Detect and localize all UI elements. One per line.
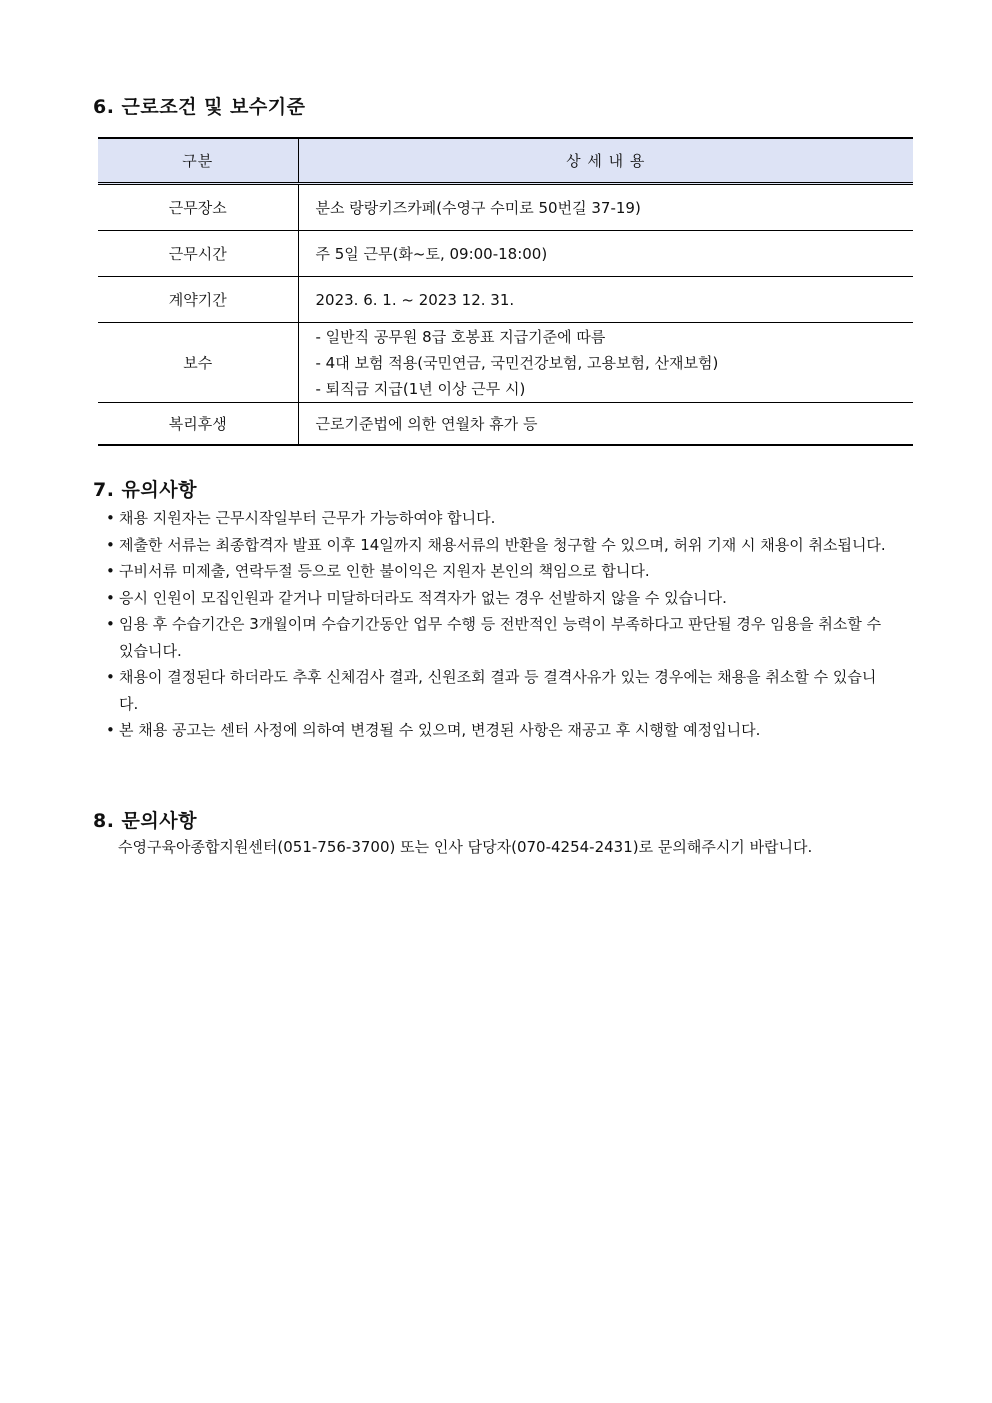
- note-text: 구비서류 미제출, 연락두절 등으로 인한 불이익은 지원자 본인의 책임으로 합니다.: [119, 562, 650, 580]
- table-row: [98, 403, 913, 446]
- note-text: 임용 후 수습기간은 3개월이며 수습기간동안 업무 수행 등 전반적인 능력이 부족하다고 판단될 경우 임용을 취소할 수 있습니다.: [119, 615, 882, 660]
- row-key-workplace: 근무장소: [98, 184, 298, 231]
- bullet-icon: •: [106, 721, 115, 739]
- row-value-hours: 주 5일 근무(화~토, 09:00-18:00): [298, 231, 913, 277]
- row-value-contract: 2023. 6. 1. ~ 2023 12. 31.: [298, 277, 913, 323]
- row-key-welfare: 복리후생: [98, 403, 298, 446]
- row-key-hours: 근무시간: [98, 231, 298, 277]
- section-8-title: 8. 문의사항: [93, 810, 197, 832]
- note-text: 채용이 결정된다 하더라도 추후 신체검사 결과, 신원조회 결과 등 결격사유가 있는 경우에는 채용을 취소할 수 있습니다.: [119, 668, 877, 713]
- section-6-title: 6. 근로조건 및 보수기준: [93, 96, 306, 118]
- row-value-salary: [298, 323, 913, 403]
- notes-list: [104, 505, 894, 744]
- list-item: [104, 558, 894, 585]
- header-category: 구분: [98, 138, 298, 184]
- list-item: [104, 611, 894, 664]
- list-item: [104, 664, 894, 717]
- section-7-title: 7. 유의사항: [93, 479, 197, 501]
- working-conditions-table: [98, 137, 913, 446]
- note-text: 본 채용 공고는 센터 사정에 의하여 변경될 수 있으며, 변경된 사항은 재공고 후 시행할 예정입니다.: [119, 721, 761, 739]
- table-row: [98, 277, 913, 323]
- row-value-workplace: 분소 랑랑키즈카페(수영구 수미로 50번길 37-19): [298, 184, 913, 231]
- row-key-contract: 계약기간: [98, 277, 298, 323]
- row-value-welfare: 근로기준법에 의한 연월차 휴가 등: [298, 403, 913, 446]
- list-item: [104, 505, 894, 532]
- note-text: 응시 인원이 모집인원과 같거나 미달하더라도 적격자가 없는 경우 선발하지 않을 수 있습니다.: [119, 588, 727, 607]
- salary-line: - 퇴직금 지급(1년 이상 근무 시): [315, 379, 526, 398]
- bullet-icon: •: [106, 615, 115, 633]
- bullet-icon: •: [106, 509, 115, 527]
- note-text: 채용 지원자는 근무시작일부터 근무가 가능하여야 합니다.: [119, 509, 496, 527]
- salary-line: - 일반직 공무원 8급 호봉표 지급기준에 따름: [315, 327, 606, 346]
- bullet-icon: •: [106, 668, 115, 686]
- table-row: [98, 231, 913, 277]
- bullet-icon: •: [106, 562, 115, 580]
- list-item: [104, 717, 894, 744]
- contact-text: 수영구육아종합지원센터(051-756-3700) 또는 인사 담당자(070-4254-2431)로 문의해주시기 바랍니다.: [118, 838, 813, 856]
- table-row: [98, 184, 913, 231]
- bullet-icon: •: [106, 588, 115, 607]
- table-row: [98, 323, 913, 403]
- table-header-row: [98, 138, 913, 184]
- salary-line: - 4대 보험 적용(국민연금, 국민건강보험, 고용보험, 산재보험): [315, 353, 719, 372]
- list-item: [104, 585, 894, 612]
- row-key-salary: 보수: [98, 323, 298, 403]
- header-details: 상 세 내 용: [298, 138, 913, 184]
- note-text: 제출한 서류는 최종합격자 발표 이후 14일까지 채용서류의 반환을 청구할 수 있으며, 허위 기재 시 채용이 취소됩니다.: [119, 535, 886, 554]
- bullet-icon: •: [106, 535, 115, 554]
- list-item: [104, 532, 894, 559]
